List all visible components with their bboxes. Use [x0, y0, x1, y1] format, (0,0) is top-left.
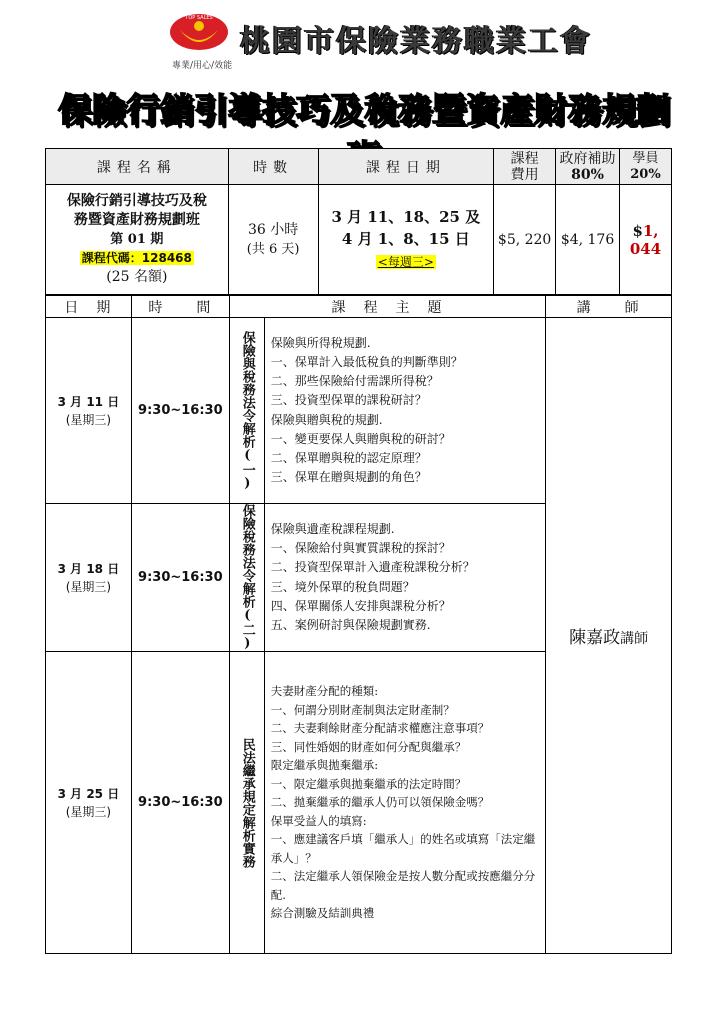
schedule-table — [45, 295, 672, 954]
student-amount-prefix: $ — [632, 221, 643, 240]
header-time: 時 間 — [131, 296, 229, 318]
course-code: 課程代碼：128468 — [81, 251, 192, 265]
course-name-cell — [46, 185, 229, 295]
slogan: 專業/用心/效能 — [172, 61, 233, 71]
gov-amount: $4, 176 — [556, 185, 620, 295]
row2-weekday: (星期三) — [65, 579, 112, 594]
session-number: 第 01 期 — [110, 232, 164, 247]
course-name-line1: 保險行銷引導技巧及稅 — [66, 193, 207, 209]
row3-time: 9:30~16:30 — [131, 652, 229, 954]
header-hours: 時數 — [228, 149, 318, 185]
dates-line1: 3 月 11、18、25 及 — [331, 208, 481, 226]
lecturer-title: 講師 — [620, 631, 649, 647]
union-name: 桃園市保險業務職業工會 — [240, 24, 592, 59]
row2-topics: 保險與遺產稅課程規劃. 一、保險給付與實質課稅的探討？ 二、投資型保單計入遺產稅課稅分析？ 三、境外保單的稅負問題？ 四、保單關係人安排與課稅分析？ 五、案例研討與保險規劃實務. — [264, 504, 545, 652]
header-fee — [494, 149, 556, 185]
row2-subject-cell — [229, 504, 264, 652]
hours-value: 36 小時 — [247, 221, 299, 238]
header-student — [620, 149, 672, 185]
row1-date-cell — [46, 318, 132, 504]
dates-cell — [318, 185, 494, 295]
hours-days: (共 6 天) — [246, 241, 300, 257]
student-amount: 1, 044 — [629, 221, 662, 258]
logo-text: TOP SALES — [185, 15, 213, 21]
row3-weekday: (星期三) — [65, 804, 112, 819]
weekday-note: <每週三> — [377, 255, 434, 269]
row1-topics: 保險與所得稅規劃. 一、保單計入最低稅負的判斷準則？ 二、那些保險給付需課所得稅？ 三、投資型保單的課稅研討？ 保險與贈與稅的規劃. 一、變更要保人與贈與稅的研討？ 二、保單贈與稅的認定原理？ 三、保單在贈與規劃的角色？ — [264, 318, 545, 504]
row3-subject: 民法繼承規定解析實務 — [239, 737, 255, 868]
row1-time: 9:30~16:30 — [131, 318, 229, 504]
row3-date-cell — [46, 652, 132, 954]
row1-weekday: (星期三) — [65, 412, 112, 427]
header-lecturer: 講 師 — [546, 296, 672, 318]
union-logo — [168, 10, 230, 54]
row3-date: 3 月 25 日 — [57, 786, 120, 801]
row2-date: 3 月 18 日 — [57, 561, 120, 576]
header-fee-label: 課程費用 — [510, 150, 539, 183]
student-pct: 20% — [630, 166, 661, 182]
table-row — [46, 318, 672, 504]
row1-date: 3 月 11 日 — [57, 394, 120, 409]
fee-value: $5, 220 — [494, 185, 556, 295]
student-amount-cell — [620, 185, 672, 295]
header-topic: 課 程 主 題 — [229, 296, 545, 318]
row2-date-cell — [46, 504, 132, 652]
course-summary-table — [45, 148, 672, 295]
lecturer-cell — [546, 318, 672, 954]
lecturer-name: 陳嘉政 — [569, 628, 621, 648]
header-gov-subsidy — [556, 149, 620, 185]
header-date: 日 期 — [46, 296, 132, 318]
header-course-name: 課程名稱 — [46, 149, 229, 185]
student-label: 學員 — [632, 150, 659, 166]
row2-subject: 保險稅務法令解析(二) — [239, 504, 255, 651]
dates-line2: 4 月 1、8、15 日 — [341, 230, 470, 248]
header-dates: 課程日期 — [318, 149, 494, 185]
course-banner-title: 保險行銷引導技巧及稅務暨資產財務規劃 — [58, 90, 670, 129]
row1-subject: 保險與稅務法令解析(一) — [239, 330, 255, 491]
gov-subsidy-pct: 80% — [571, 166, 604, 183]
row1-subject-cell — [229, 318, 264, 504]
row3-subject-cell — [229, 652, 264, 954]
gov-subsidy-label: 政府補助 — [559, 150, 616, 167]
course-name-line2: 務暨資產財務規劃班 — [73, 212, 200, 228]
row2-time: 9:30~16:30 — [131, 504, 229, 652]
quota: (25 名額) — [106, 269, 168, 285]
row3-topics: 夫妻財產分配的種類: 一、何謂分別財產制與法定財產制？ 二、夫妻剩餘財產分配請求權應注意事項？ 三、同性婚姻的財產如何分配與繼承？ 限定繼承與拋棄繼承: 一、限定繼承與拋棄繼承的法定時間？ 二、拋棄繼承的繼承人仍可以領保險金嗎？ 保單受益人的填寫: 一、應建議客戶填「繼承人」的姓名或填寫「法定繼承人」？ 二、法定繼承人領保險金是按人數分配或按應繼分分配. 綜合測驗及結訓典禮 — [264, 652, 545, 954]
hours-cell — [228, 185, 318, 295]
